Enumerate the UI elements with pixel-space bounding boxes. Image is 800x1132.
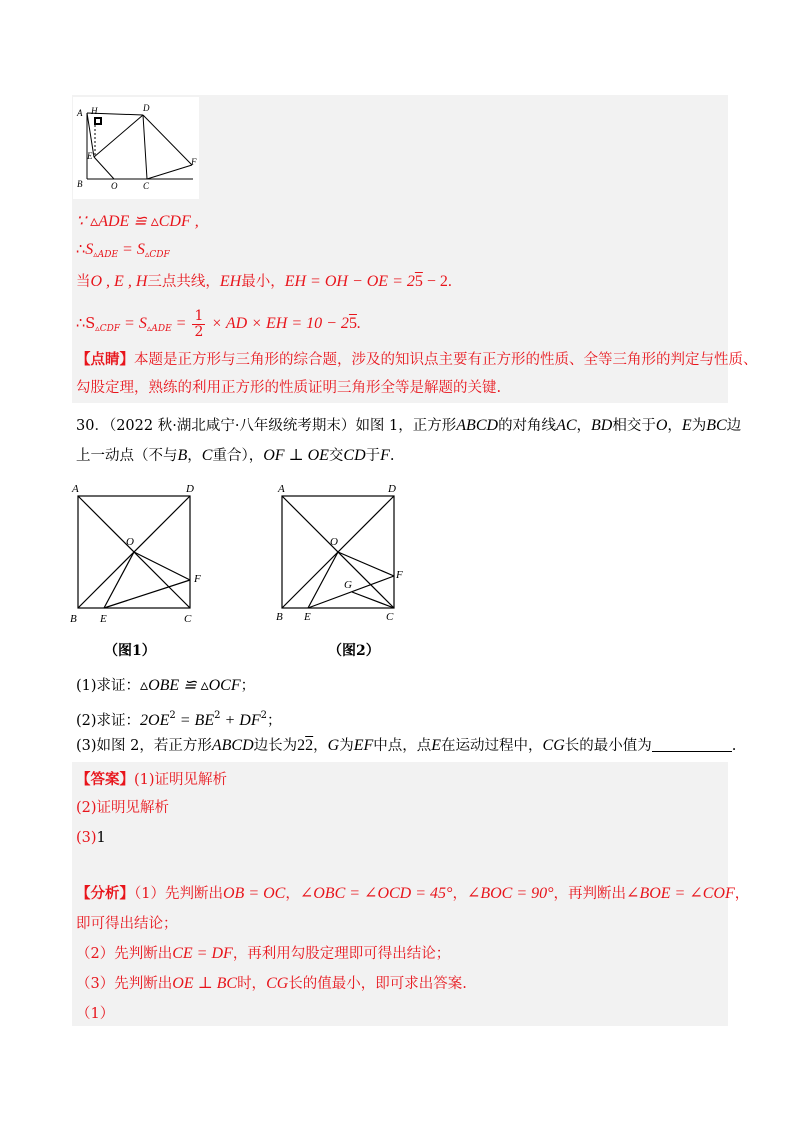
figure-2	[270, 476, 414, 626]
answer-line-2: (2)证明见解析	[76, 800, 170, 816]
question-2: (2)求证：$2OE^2 = BE^2 + DF^2$；	[76, 710, 282, 729]
fig2-label-C: C	[386, 611, 394, 623]
fig1-label-B: B	[70, 613, 77, 625]
solution-line-2: $\therefore S_{▵ADE} = S_{▵CDF}$	[76, 241, 170, 260]
question-1: (1)求证：▵OBE ≌ ▵OCF；	[76, 677, 256, 694]
fig2-label-E: E	[304, 611, 311, 623]
question-3: (3)如图 2，若正方形ABCD边长为22，G为EF中点，点E在运动过程中，CG长的最小值为 .	[76, 737, 737, 754]
label-A: A	[77, 108, 83, 118]
label-O: O	[111, 181, 118, 191]
label-B: B	[77, 179, 83, 189]
label-H: H	[91, 106, 98, 116]
label-F: F	[191, 157, 197, 167]
comment-line-1: 【点睛】本题是正方形与三角形的综合题，涉及的知识点主要有正方形的性质、全等三角形的判定与性质、	[76, 351, 758, 368]
fig2-label-A: A	[278, 483, 285, 495]
analysis-line-1: 【分析】（1）先判断出OB = OC，∠OBC = ∠OCD = 45°，∠BOC = 90°，再判断出∠BOE = ∠COF，	[76, 885, 750, 902]
fig1-label-E: E	[100, 613, 107, 625]
fraction: $\frac{1}{2}$	[194, 307, 204, 340]
fig1-label-D: D	[186, 483, 194, 495]
fig1-label-O: O	[126, 536, 134, 548]
fig2-label-B: B	[276, 611, 283, 623]
solution-line-1: ∵ ▵ADE ≌ ▵CDF ,	[76, 213, 199, 230]
figure-2-caption: （图2）	[328, 643, 380, 659]
label-C: C	[143, 181, 150, 191]
label-E: E	[87, 151, 93, 161]
answer-blank	[652, 737, 732, 752]
fig2-label-G: G	[344, 579, 352, 591]
fig2-label-D: D	[388, 483, 396, 495]
answer-line-1: 【答案】(1)证明见解析	[76, 771, 228, 788]
fig2-label-F: F	[396, 569, 403, 581]
figure-1-caption: （图1）	[104, 643, 156, 659]
fig1-label-C: C	[184, 613, 192, 625]
comment-line-2: 勾股定理，熟练的利用正方形的性质证明三角形全等是解题的关键.	[76, 380, 502, 396]
analysis-line-3: （2）先判断出CE = DF，再利用勾股定理即可得出结论；	[76, 945, 451, 962]
analysis-line-2: 即可得出结论；	[76, 916, 178, 932]
figure-1	[66, 476, 210, 626]
fig2-label-O: O	[330, 536, 338, 548]
fig1-label-F: F	[194, 573, 201, 585]
label-D: D	[143, 103, 150, 113]
top-figure	[73, 97, 199, 199]
analysis-line-5: （1）	[76, 1006, 115, 1022]
answer-line-3: (3)1	[76, 830, 106, 846]
solution-line-4: $\therefore S_{▵CDF} = S_{▵ADE}$ = $\frac{1}{2}$ × AD × EH = 10 − 25.	[76, 307, 361, 340]
analysis-line-4: （3）先判断出OE ⊥ BC时，CG长的值最小，即可求出答案.	[76, 975, 467, 992]
fig1-label-A: A	[72, 483, 79, 495]
problem-line-2: 上一动点（不与B，C重合），OF ⊥ OE交CD于F.	[76, 447, 395, 464]
solution-line-3: 当O , E , H三点共线，EH最小，EH = OH − OE = 25 − 2.	[76, 273, 452, 290]
problem-line-1: 30．（2022 秋·湖北咸宁·八年级统考期末）如图 1，正方形ABCD的对角线AC，BD相交于O，E为BC边	[76, 417, 742, 434]
